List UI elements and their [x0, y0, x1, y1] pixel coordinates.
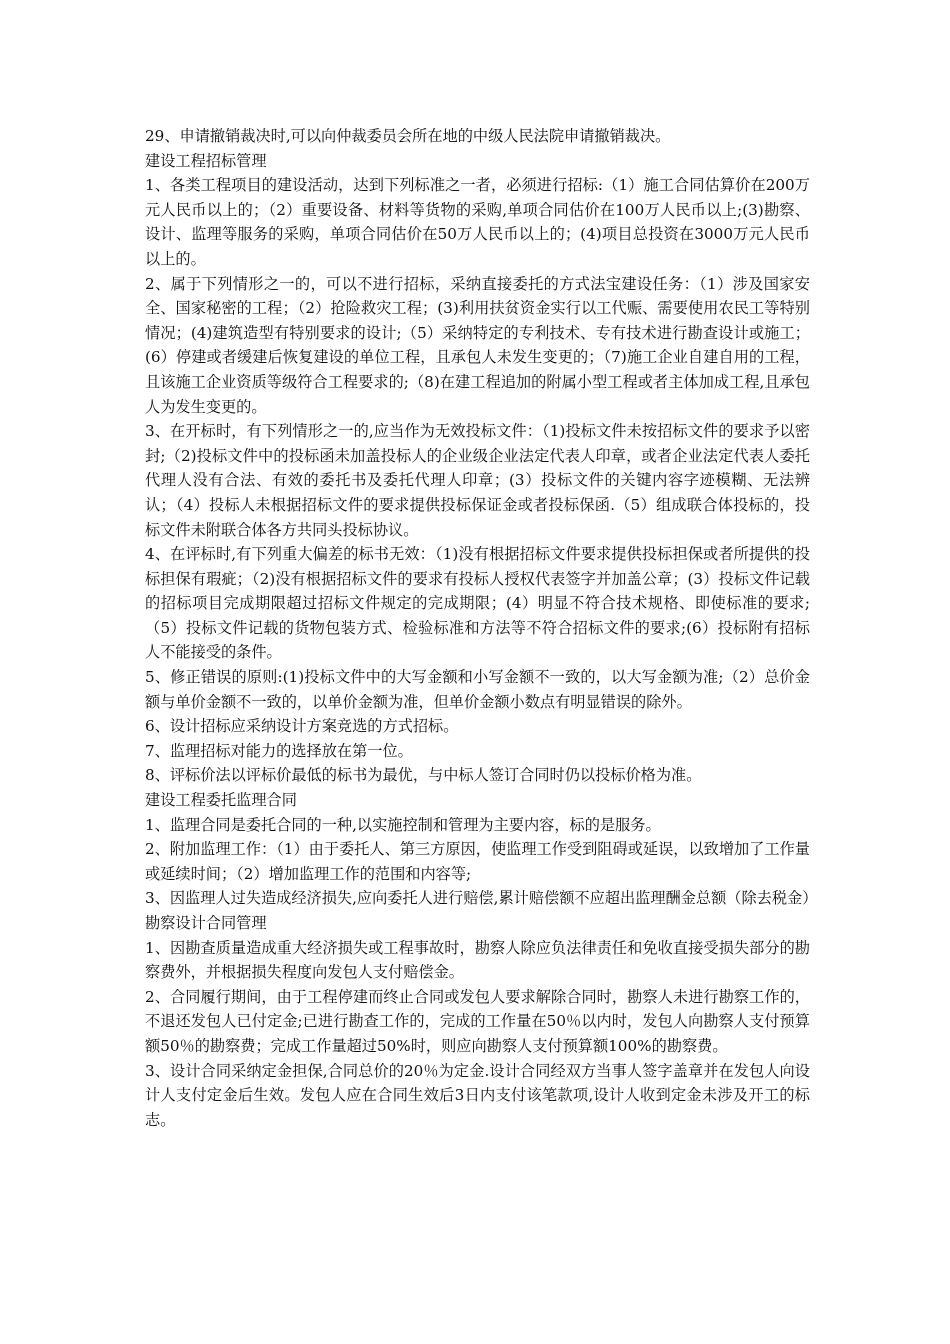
paragraph-supervision-1: 1、监理合同是委托合同的一种,以实施控制和管理为主要内容，标的是服务。 [145, 815, 661, 834]
section-heading-bidding: 建设工程招标管理 [145, 151, 267, 170]
paragraph-supervision-3: 3、因监理人过失造成经济损失,应向委托人进行赔偿,累计赔偿额不应超出监理酬金总额（除去税金） [145, 889, 818, 908]
paragraph-survey-1: 1、因勘查质量造成重大经济损失或工程事故时，勘察人除应负法律责任和免收直接受损失部分的勘察费外，并根据损失程度向发包人支付赔偿金。 [145, 938, 810, 982]
section-heading-survey-design: 勘察设计合同管理 [145, 914, 267, 932]
paragraph-survey-2: 2、合同履行期间，由于工程停建而终止合同或发包人要求解除合同时，勘察人未进行勘察工作的，不退还发包人已付定金;已进行勘查工作的，完成的工作量在50％以内时，发包人向勘察人支付预算额50％的勘察费；完成工作量超过50%时，则应向勘察人支付预算额100%的勘察费。 [145, 987, 810, 1055]
paragraph-bidding-5: 5、修正错误的原则:(1)投标文件中的大写金额和小写金额不一致的，以大写金额为准;（2）总价金额与单价金额不一致的，以单价金额为准，但单价金额小数点有明显错误的除外。 [145, 668, 810, 711]
paragraph-supervision-2: 2、附加监理工作：（1）由于委托人、第三方原因，使监理工作受到阻碍或延误，以致增加了工作量或延续时间；（2）增加监理工作的范围和内容等; [145, 840, 810, 883]
paragraph-bidding-8: 8、评标价法以评标价最低的标书为最优，与中标人签订合同时仍以投标价格为准。 [145, 766, 702, 785]
paragraph-bidding-1: 1、各类工程项目的建设活动，达到下列标准之一者，必须进行招标:（1）施工合同估算价在200万元人民币以上的；（2）重要设备、材料等货物的采购,单项合同估价在100万人民币以上;(3)勘察、设计、监理等服务的采购，单项合同估价在50万人民币以上的；(4)项目总投资在3000万元人民币以上的。 [145, 176, 810, 268]
paragraph-bidding-4: 4、在评标时,有下列重大偏差的标书无效：（1)没有根据招标文件要求提供投标担保或者所提供的投标担保有瑕疵；（2)没有根据招标文件的要求有投标人授权代表签字并加盖公章；(3）投标文件记载的招标项目完成期限超过招标文件规定的完成期限；(4）明显不符合技术规格、即使标准的要求;（5）投标文件记载的货物包装方式、检验标准和方法等不符合招标文件的要求;(6）投标附有招标人不能接受的条件。 [145, 545, 810, 662]
paragraph-bidding-6: 6、设计招标应采纳设计方案竞选的方式招标。 [145, 717, 459, 736]
document-page [145, 124, 818, 1132]
paragraph-arbitration: 29、申请撤销裁决时,可以向仲裁委员会所在地的中级人民法院申请撤销裁决。 [145, 127, 671, 145]
paragraph-bidding-7: 7、监理招标对能力的选择放在第一位。 [145, 741, 413, 760]
paragraph-bidding-3: 3、在开标时，有下列情形之一的,应当作为无效投标文件：（1)投标文件未按招标文件的要求予以密封;（2)投标文件中的投标函未加盖投标人的企业级企业法定代表人印章，或者企业法定代表人委托代理人没有合法、有效的委托书及委托代理人印章；(3）投标文件的关键内容字迹模糊、无法辨认；（4）投标人未根据招标文件的要求提供投标保证金或者投标保函.（5）组成联合体投标的，投标文件未附联合体各方共同头投标协议。 [145, 422, 810, 539]
paragraph-bidding-2: 2、属于下列情形之一的，可以不进行招标，采纳直接委托的方式法宝建设任务：（1）涉及国家安全、国家秘密的工程；（2）抢险救灾工程；(3)利用扶贫资金实行以工代赈、需要使用农民工等特别情况；(4)建筑造型有特别要求的设计;（5）采纳特定的专利技术、专有技术进行勘查设计或施工；(6）停建或者缓建后恢复建设的单位工程，且承包人未发生变更的；（7)施工企业自建自用的工程，且该施工企业资质等级符合工程要求的;（8)在建工程追加的附属小型工程或者主体加成工程,且承包人为发生变更的。 [145, 274, 810, 416]
section-heading-supervision: 建设工程委托监理合同 [145, 791, 297, 810]
paragraph-survey-3: 3、设计合同采纳定金担保,合同总价的20％为定金.设计合同经双方当事人签字盖章并在发包人向设计人支付定金后生效。发包人应在合同生效后3日内支付该笔款项,设计人收到定金未涉及开工的标志。 [145, 1061, 810, 1129]
